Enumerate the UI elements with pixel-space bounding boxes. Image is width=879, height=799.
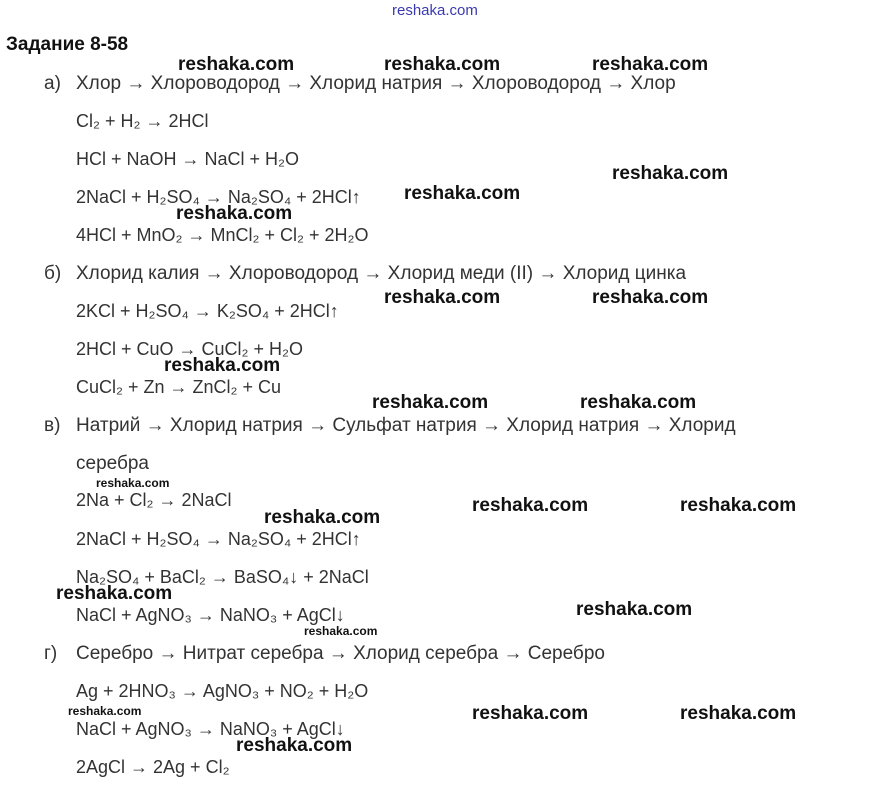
section-v-chain-continued: серебра [76,453,150,474]
watermark: reshaka.com [164,355,281,376]
watermark: reshaka.com [384,287,501,308]
section-g-equation-1: Ag + 2HNO₃ → AgNO₃ + NO₂ + H₂O [76,681,369,701]
watermark: reshaka.com [384,54,501,75]
watermark: reshaka.com [592,287,709,308]
watermark: reshaka.com [56,583,173,604]
section-g-equation-2: NaCl + AgNO₃ → NaNO₃ + AgCl↓ [76,719,345,739]
watermark: reshaka.com [236,735,353,756]
section-a-equation-3: 2NaCl + H₂SO₄ → Na₂SO₄ + 2HCl↑ [76,187,361,207]
watermark: reshaka.com [680,703,797,724]
section-v-equation-4: NaCl + AgNO₃ → NaNO₃ + AgCl↓ [76,605,345,625]
section-g-label: г) [44,643,58,664]
section-b-chain: Хлорид калия → Хлороводород → Хлорид меди (II) → Хлорид цинка [76,263,687,284]
site-header-link[interactable]: reshaka.com [392,2,478,19]
section-v-equation-1: 2Na + Cl₂ → 2NaCl [76,490,232,510]
section-b-equation-3: CuCl₂ + Zn → ZnCl₂ + Cu [76,377,282,397]
watermark: reshaka.com [592,54,709,75]
section-g-chain: Серебро → Нитрат серебра → Хлорид серебра → Серебро [76,643,605,664]
section-v-equation-2: 2NaCl + H₂SO₄ → Na₂SO₄ + 2HCl↑ [76,529,361,549]
section-a-equation-2: HCl + NaOH → NaCl + H₂O [76,149,300,169]
watermark: reshaka.com [576,599,693,620]
watermark: reshaka.com [612,163,729,184]
section-a-label: а) [44,73,61,94]
task-title: Задание 8-58 [6,34,129,55]
watermark-small: reshaka.com [304,624,378,638]
section-b-equation-1: 2KCl + H₂SO₄ → K₂SO₄ + 2HCl↑ [76,301,339,321]
watermark-small: reshaka.com [68,704,142,718]
watermark: reshaka.com [176,203,293,224]
watermark: reshaka.com [264,507,381,528]
section-a-chain: Хлор → Хлороводород → Хлорид натрия → Хлороводород → Хлор [76,73,676,94]
watermark: reshaka.com [680,495,797,516]
watermark: reshaka.com [580,392,697,413]
section-b-equation-2: 2HCl + CuO → CuCl₂ + H₂O [76,339,304,359]
section-v-chain: Натрий → Хлорид натрия → Сульфат натрия → Хлорид натрия → Хлорид [76,415,736,436]
watermark: reshaka.com [372,392,489,413]
watermark: reshaka.com [472,495,589,516]
section-g-equation-3: 2AgCl → 2Ag + Cl₂ [76,757,230,777]
section-v-equation-3: Na₂SO₄ + BaCl₂ → BaSO₄↓ + 2NaCl [76,567,369,587]
watermark: reshaka.com [472,703,589,724]
section-b-label: б) [44,263,62,284]
section-a-equation-4: 4HCl + MnO₂ → MnCl₂ + Cl₂ + 2H₂O [76,225,369,245]
watermark: reshaka.com [178,54,295,75]
watermark: reshaka.com [404,183,521,204]
section-a-equation-1: Cl₂ + H₂ → 2HCl [76,111,209,131]
section-v-label: в) [44,415,61,436]
watermark-small: reshaka.com [96,476,170,490]
